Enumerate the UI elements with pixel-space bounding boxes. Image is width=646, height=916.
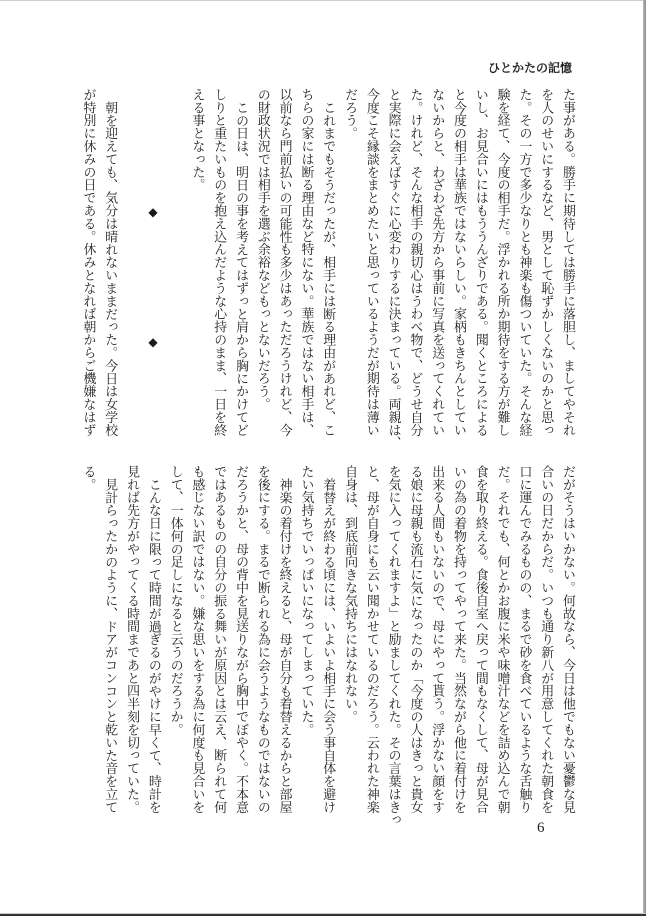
text-column: た。その一方で多少なりとも神楽も傷ついていた。そんな経 <box>516 88 532 437</box>
text-column: して、一体何の足しになると云うのだろうか。 <box>167 465 183 736</box>
text-column: 自身は、到底前向きな気持ちにはなれない。 <box>342 465 358 723</box>
text-column: を後にする。まるで断られる為に会うようなものではないの <box>254 465 270 814</box>
paragraph-start-column: こんな日に限って時間が過ぎるのがやけに早くて、時計を <box>145 477 161 814</box>
text-column: 口に運んでみるものの、まるで砂を食べているような舌触り <box>516 465 532 814</box>
text-column: ないからと、わざわざ先方から事前に写真を送ってくれてい <box>429 88 445 437</box>
text-column: る娘に母親も流石に気になったのか「今度の人はきっと貴女 <box>407 465 423 814</box>
text-column: だろう。 <box>342 88 358 140</box>
text-column: と今度の相手は華族ではないらしい。家柄もきちんとしてい <box>451 88 466 437</box>
text-column: た。けれど、そんな相手の親切心はうわべ物で、どうせ自分 <box>407 88 423 437</box>
paragraph-start-column: 着替えが終わる頃には、いよいよ相手に会う事自体を避け <box>320 477 336 814</box>
text-column: だ。それでも、何とかお腹に米や味噌汁などを詰め込んで朝 <box>494 465 510 814</box>
text-column: と実際に会えばすぐに心変わりするに決まっている。両親は、 <box>385 88 401 450</box>
paragraph-start-column: 見計らったかのように、ドアがコンコンと乾いた音を立て <box>102 477 118 814</box>
text-column: だがそうはいかない。何故なら、今日は他でもない憂鬱な見 <box>559 465 575 814</box>
paragraph-start-column: 朝を迎えても、気分は晴れないままだった。今日は女学校 <box>102 100 118 437</box>
text-column: た事がある。勝手に期待しては勝手に落胆し、ましてやそれ <box>559 88 575 437</box>
text-column: 以前なら門前払いの可能性も多少はあっただろうけれど、今 <box>276 88 292 437</box>
text-column: しりと重たいものを抱え込んだような心持のまま、一日を終 <box>211 88 227 437</box>
paragraph-start-column: この日は、明日の事を考えてはずっと肩から胸にかけてど <box>233 100 249 437</box>
text-column: ではあるものの自分の振る舞いが原因とは云え、断られて何 <box>211 465 227 814</box>
upper-text-block <box>77 88 578 450</box>
text-column: を人のせいにするなど、男として恥ずかしくないのかと思っ <box>538 88 554 437</box>
text-column: を気に入ってくれますよ」と励ましてくれた。その言葉はきっ <box>385 465 401 827</box>
blank-column <box>120 88 142 436</box>
text-column: 食を取り終える。食後自室へ戻って間もなくして、母が見合 <box>472 465 488 814</box>
text-column: 出来る人間もいないので、母にやって貰う。浮かない顔をす <box>429 465 445 814</box>
text-column: いし、お見合いにはもううんざりである。聞くところによる <box>472 88 488 437</box>
text-column: 験を経て、今度の相手だ。浮かれる所か期待をする方が難し <box>494 88 510 437</box>
lower-text-block <box>77 465 578 827</box>
text-column: 合いの日だからだ。いつも通り新八が用意してくれた朝食を <box>538 465 554 814</box>
text-column: たい気持ちでいっぱいになってしまっていた。 <box>298 465 314 736</box>
diamond-ornament-icon: ◆ <box>148 205 158 219</box>
text-column: 見れば先方がやってくる時間まであと四半刻を切っていた。 <box>124 465 140 814</box>
paragraph-start-column: 神楽の着付けを終えると、母が自分も着替えるからと部屋 <box>276 477 292 814</box>
text-column: も感じない訳ではない。嫌な思いをする為に何度も見合いを <box>189 465 205 814</box>
text-column: の財政状況では相手を選ぶ余裕などもっとないだろう。 <box>254 88 270 411</box>
running-header-title: ひとかたの記憶 <box>487 61 572 75</box>
text-column: ちらの家には断る理由など特にない。華族ではない相手は、 <box>298 88 314 437</box>
text-column: だろうかと、母の背中を見送りながら胸中でぼやく。不本意 <box>233 465 249 814</box>
text-column: と、母が自身にも云い聞かせているのだろう。云われた神楽 <box>363 465 379 814</box>
text-column: いの為の着物を持ってやって来た。当然ながら他に着付けを <box>451 465 466 814</box>
text-column: が特別に休みの日である。休みとなれば朝からご機嫌なはず <box>80 88 96 437</box>
text-column: える事となった。 <box>189 88 205 192</box>
text-column: る。 <box>80 465 96 491</box>
section-break <box>142 88 164 436</box>
blank-column <box>164 88 186 436</box>
paragraph-start-column: これまでもそうだったが、相手には断る理由があれど、こ <box>320 100 336 437</box>
page-number: 6 <box>537 820 545 836</box>
diamond-ornament-icon: ◆ <box>148 335 158 349</box>
text-column: 今度こそ縁談をまとめたいと思っているようだが期待は薄い <box>363 88 379 437</box>
